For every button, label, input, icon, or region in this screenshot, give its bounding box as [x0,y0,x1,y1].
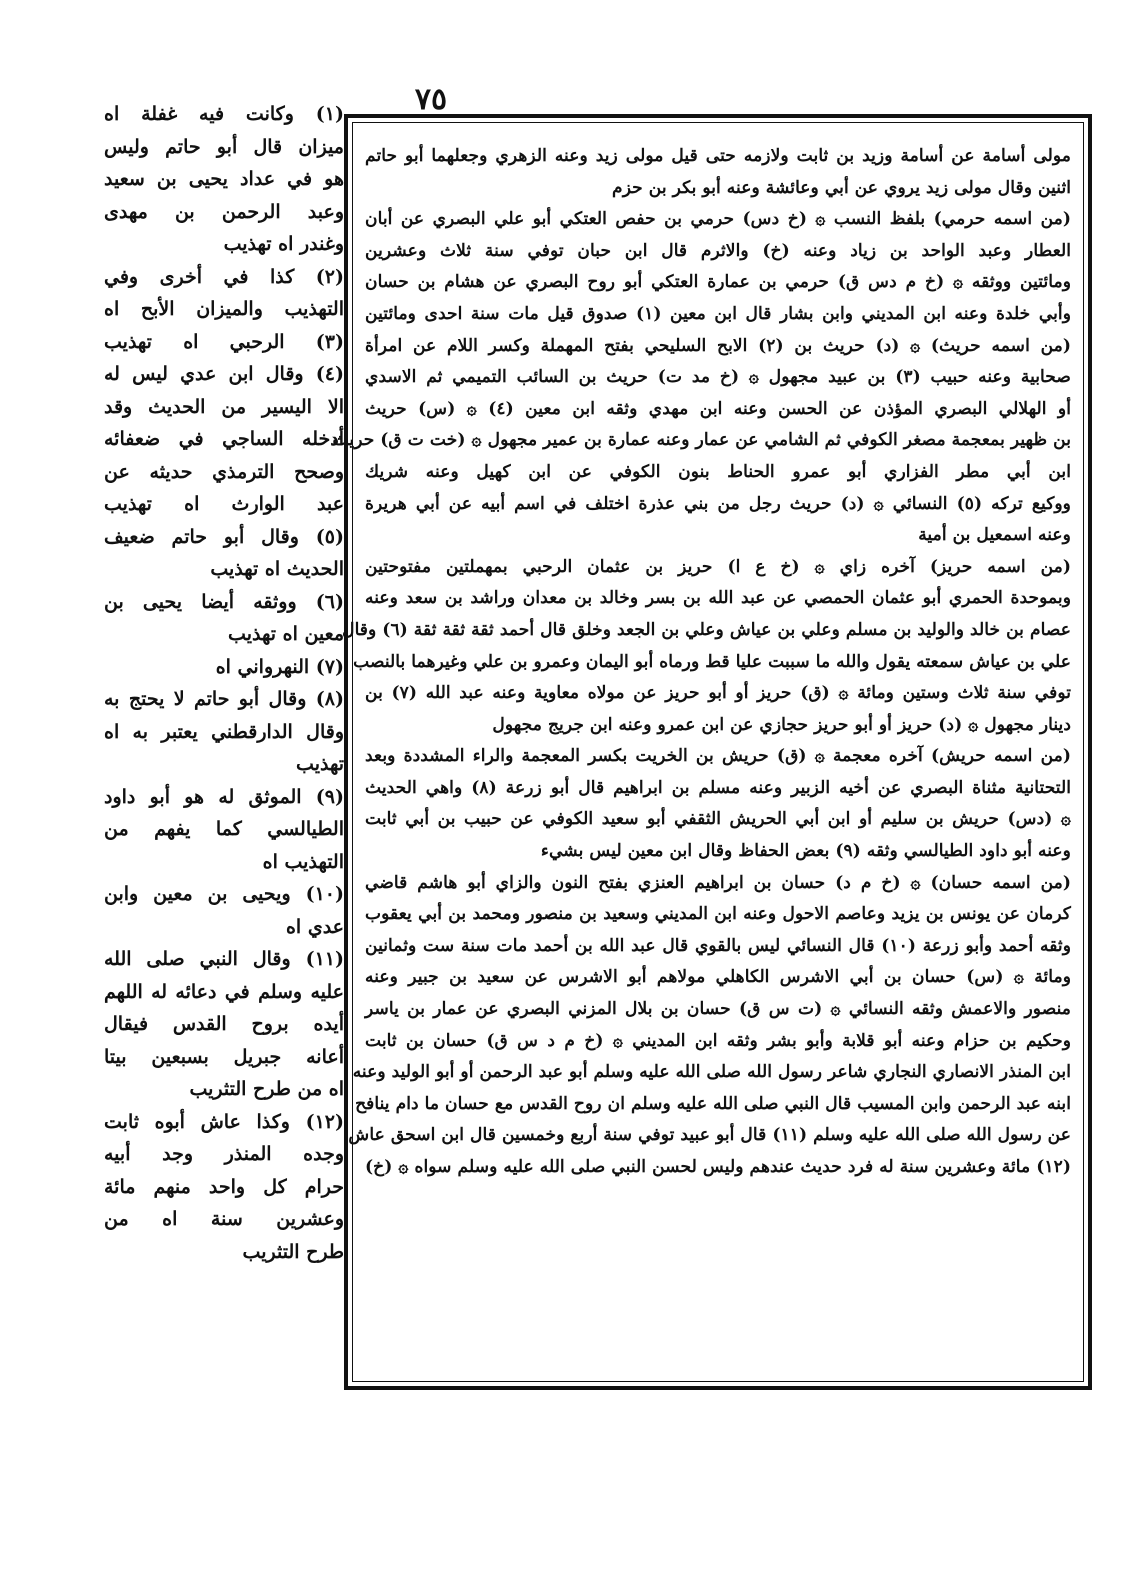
main-text-line: وأبي خلدة وعنه ابن المديني وابن بشار قال ابن معين (١) صدوق قيل مات سنة احدى ومائتين [365,303,1071,324]
main-text-line: (١٢) مائة وعشرين سنة له فرد حديث عندهم وليس لحسن النبي صلى الله عليه وسلم سواه ۞ (خ) [365,1157,1071,1177]
main-text-line: ومائة ۞ (س) حسان بن أبي الاشرس الكاهلي مولاهم أبو الاشرس عن سعيد بن جبير وعنه [365,967,1071,988]
margin-note-line: وقال الدارقطني يعتبر به اه [104,720,344,743]
main-text-line: اثنين وقال مولى زيد يروي عن أبي وعائشة وعنه أبو بكر بن حزم [612,177,1071,198]
main-text-line: العطار وعبد الواحد بن زياد وعنه (خ) والاثرم قال ابن حبان توفي سنة ثلاث وعشرين [365,240,1071,261]
margin-note-line: ميزان قال أبو حاتم وليس [104,135,344,158]
main-text-line: مولى أسامة عن أسامة وزيد بن ثابت ولازمه حتى قيل مولى زيد وعنه الزهري وجعلهما أبو حاتم [365,146,1071,166]
margin-note-line: (٨) وقال أبو حاتم لا يحتج به [104,688,344,710]
margin-note-line: (٦) ووثقه أيضا يحيى بن [104,590,344,613]
main-text-line: بن ظهير بمعجمة مصغر الكوفي ثم الشامي عن عمار وعنه عمارة بن عمير مجهول ۞ (خت ت ق) حريث [332,430,1071,451]
page-number: ٧٥ [414,82,448,117]
margin-note-line: الحديث اه تهذيب [210,558,344,580]
margin-note-line: عبد الوارث اه تهذيب [104,493,344,515]
main-text-line: صحابية وعنه حبيب (٣) بن عبيد مجهول ۞ (خ مد ت) حريث بن السائب التميمي ثم الاسدي [365,367,1071,388]
main-text-line: (من اسمه حريث) ۞ (د) حريث بن (٢) الابح السليحي بفتح المهملة وكسر اللام عن امرأة [365,335,1071,356]
margin-note-line: وصحح الترمذي حديثه عن [104,460,344,483]
main-text-line: توفي سنة ثلاث وستين ومائة ۞ (ق) حريز أو أبو حريز عن مولاه معاوية وعنه عبد الله (٧) بن [365,683,1071,704]
main-text-line: منصور والاعمش وثقه النسائي ۞ (ت س ق) حسان بن بلال المزني البصري عن عمار بن ياسر [365,999,1071,1020]
main-text-line: (من اسمه حريز) آخره زاي ۞ (خ ع ا) حريز بن عثمان الرحبي بمهملتين مفتوحتين [365,556,1071,577]
margin-note-line: (١) وكانت فيه غفلة اه [104,103,344,125]
margin-note-line: (١١) وقال النبي صلى الله [104,948,344,970]
main-text-line: كرمان عن يونس بن يزيد وعاصم الاحول وعنه ابن المديني وسعيد بن منصور ومحمد بن أبي يعقوب [365,904,1071,925]
main-text-line: وعنه أبو داود الطيالسي وثقه (٩) بعض الحفاظ وقال ابن معين ليس بشيء [540,841,1071,862]
main-text-line: ابنه عبد الرحمن وابن المسيب قال النبي صلى الله عليه وسلم ان روح القدس مع حسان ما دام ينافح [355,1093,1071,1114]
main-text-line: (من اسمه حسان) ۞ (خ م د) حسان بن ابراهيم العنزي بفتح النون والزاي أبو هاشم قاضي [365,872,1071,893]
margin-note-line: الطيالسي كما يفهم من [104,818,344,840]
margin-note-line: (٤) وقال ابن عدي ليس له [104,363,344,385]
main-text-line: أو الهلالي البصري المؤذن عن الحسن وعنه ابن مهدي وثقه ابن معين (٤) ۞ (س) حريث [365,398,1071,419]
margin-note-line: (٩) الموثق له هو أبو داود [104,785,344,808]
main-text-line: ووكيع تركه (٥) النسائي ۞ (د) حريث رجل من بني عذرة اختلف في اسم أبيه عن أبي هريرة [365,493,1071,514]
margin-note-line: وعبد الرحمن بن مهدى [104,200,344,223]
main-text-line: علي بن عياش سمعته يقول والله ما سببت عليا قط ورماه أبو اليمان وعمرو بن علي وغيرهما بالنصب [353,651,1071,672]
margin-note-line: طرح التثريب [242,1240,344,1263]
main-text-line: (من اسمه حرمي) بلفظ النسب ۞ (خ دس) حرمي بن حفص العتكي أبو علي البصري عن أبان [365,209,1071,230]
margin-note-line: التهذيب والميزان الأبح اه [104,298,344,320]
margin-note-line: وجده المنذر وجد أبيه [104,1143,344,1165]
margin-note-line: (٥) وقال أبو حاتم ضعيف [104,525,344,548]
margin-note-line: (٢) كذا في أخرى وفي [104,265,344,288]
margin-note-line: (١٠) ويحيى بن معين وابن [104,883,344,905]
margin-note-line: اه من طرح التثريب [189,1078,344,1100]
main-text-line: التحتانية مثناة البصري عن أخيه الزبير وعنه مسلم بن ابراهيم قال أبو زرعة (٨) واهي الحديث [365,777,1071,798]
main-text-line: دينار مجهول ۞ (د) حريز أو أبو حريز حجازي عن ابن عمرو وعنه ابن جريج مجهول [492,714,1071,735]
margin-note-line: (١٢) وكذا عاش أبوه ثابت [104,1110,344,1133]
main-text-line: عصام بن خالد والوليد بن مسلم وعلي بن عياش وعلي بن الجعد وخلق قال أحمد ثقة ثقة ثقة (٦) وقال [342,619,1071,640]
main-text-line: (من اسمه حريش) آخره معجمة ۞ (ق) حريش بن الخريت بكسر المعجمة والراء المشددة وبعد [365,746,1071,767]
margin-note-line: هو في عداد يحيى بن سعيد [104,168,344,190]
margin-note-line: وعشرين سنة اه من [104,1208,344,1230]
margin-note-line: (٧) النهرواني اه [215,655,344,678]
margin-note-line: أعانه جبريل بسبعين بيتا [104,1045,344,1068]
main-text-line: وحكيم بن حزام وعنه أبو قلابة وأبو بشر وثقه ابن المديني ۞ (خ م د س ق) حسان بن ثابت [365,1030,1071,1051]
margin-note-line: (٣) الرحبي اه تهذيب [104,330,344,353]
margin-note-line: حرام كل واحد منهم مائة [104,1175,344,1198]
main-text-line: عن رسول الله صلى الله عليه وسلم (١١) قال أبو عبيد توفي سنة أربع وخمسين قال ابن اسحق عاش [348,1125,1071,1146]
main-text-line: وعنه اسمعيل بن أمية [918,525,1071,546]
main-text-line: ومائتين ووثقه ۞ (خ م دس ق) حرمي بن عمارة العتكي أبو روح البصري عن هشام بن حسان [365,272,1071,293]
margin-note-line: وغندر اه تهذيب [223,233,344,255]
main-text-line: وبموحدة الحمري أبو عثمان الحمصي عن عبد الله بن بسر وخالد بن معدان وراشد بن سعد وعنه [365,588,1071,609]
margin-note-line: عليه وسلم في دعائه له اللهم [104,980,344,1003]
main-text-line: ابن أبي مطر الفزاري أبو عمرو الحناط بنون الكوفي عن ابن كهيل وعنه شريك [365,461,1071,482]
main-text-line: ۞ (دس) حريش بن سليم أو ابن أبي الحريش الثقفي أبو سعيد الكوفي عن حبيب بن أبي ثابت [365,809,1071,830]
margin-note-line: الا اليسير من الحديث وقد [104,395,344,418]
main-text-line: ابن المنذر الانصاري النجاري شاعر رسول الله صلى الله عليه وسلم أبو عبد الرحمن أو أبو الوليد وعنه [352,1062,1071,1083]
margin-note-line: عدي اه [285,915,344,938]
margin-note-line: أيده بروح القدس فيقال [104,1013,344,1035]
main-text-body [332,122,1084,1382]
main-text-line: وثقه أحمد وأبو زرعة (١٠) قال النسائي ليس بالقوي قال عبد الله بن أحمد مات سنة ست وثمانين [365,935,1071,956]
margin-note-line: أدخله الساجي في ضعفائه [104,428,344,450]
margin-note-line: تهذيب [296,753,344,775]
margin-notes-column [104,98,344,1438]
margin-note-line: التهذيب اه [262,850,344,873]
main-text-frame [332,114,1092,1390]
margin-note-line: معين اه تهذيب [228,623,344,645]
